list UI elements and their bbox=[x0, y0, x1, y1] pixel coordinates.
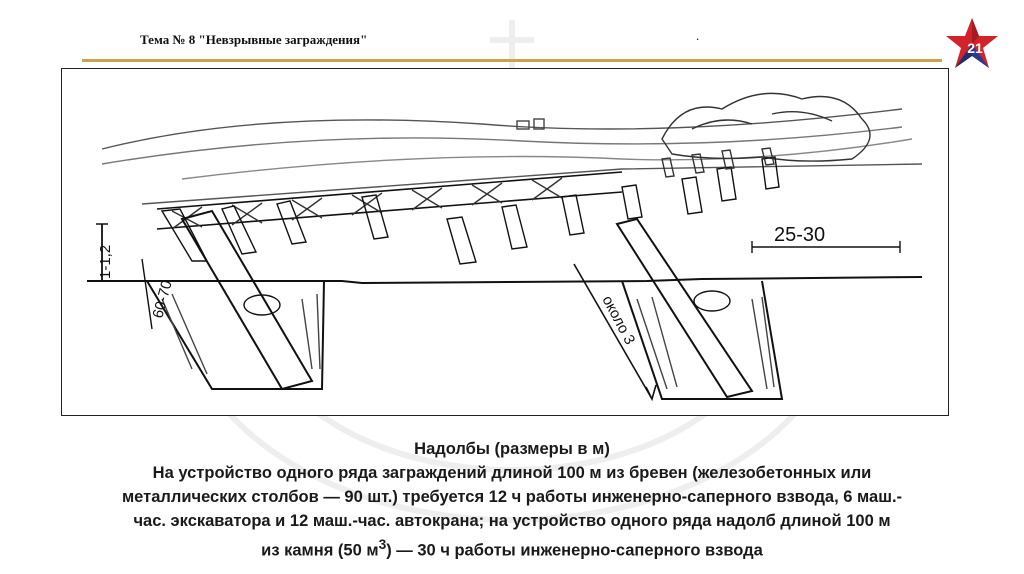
caption-line-4 bbox=[70, 533, 954, 563]
caption-title: Надолбы (размеры в м) bbox=[414, 440, 610, 458]
nadolby-sketch bbox=[62, 69, 948, 415]
nadolby-figure bbox=[61, 68, 949, 416]
caption-line-3: час. экскаватора и 12 маш.-час. автокрана; на устройство одного ряда надолб длиной 100 м bbox=[133, 512, 891, 530]
dim-spacing-label: 25-30 bbox=[774, 224, 826, 246]
dim-height-above-label: 60-70 bbox=[149, 278, 176, 321]
caption-line-1: На устройство одного ряда заграждений длиной 100 м из бревен (железобетонных или bbox=[152, 464, 872, 482]
caption-line-4-suffix: ) — 30 ч работы инженерно-саперного взвода bbox=[386, 541, 763, 560]
caption-line-4-prefix: из камня (50 м bbox=[261, 541, 379, 560]
topic-title: Тема № 8 "Невзрывные заграждения" bbox=[140, 32, 368, 47]
cubic-superscript: 3 bbox=[378, 537, 387, 552]
caption bbox=[70, 437, 954, 563]
dim-depth-label: около 3 bbox=[598, 292, 639, 348]
dim-height-total-label: 1-1,2 bbox=[97, 244, 114, 279]
slide-number: 21 bbox=[967, 40, 983, 56]
header-dot: . bbox=[696, 28, 700, 43]
header-rule bbox=[82, 59, 942, 62]
caption-line-2: металлических столбов — 90 шт.) требуется 12 ч работы инженерно-саперного взвода, 6 маш.- bbox=[121, 488, 903, 506]
